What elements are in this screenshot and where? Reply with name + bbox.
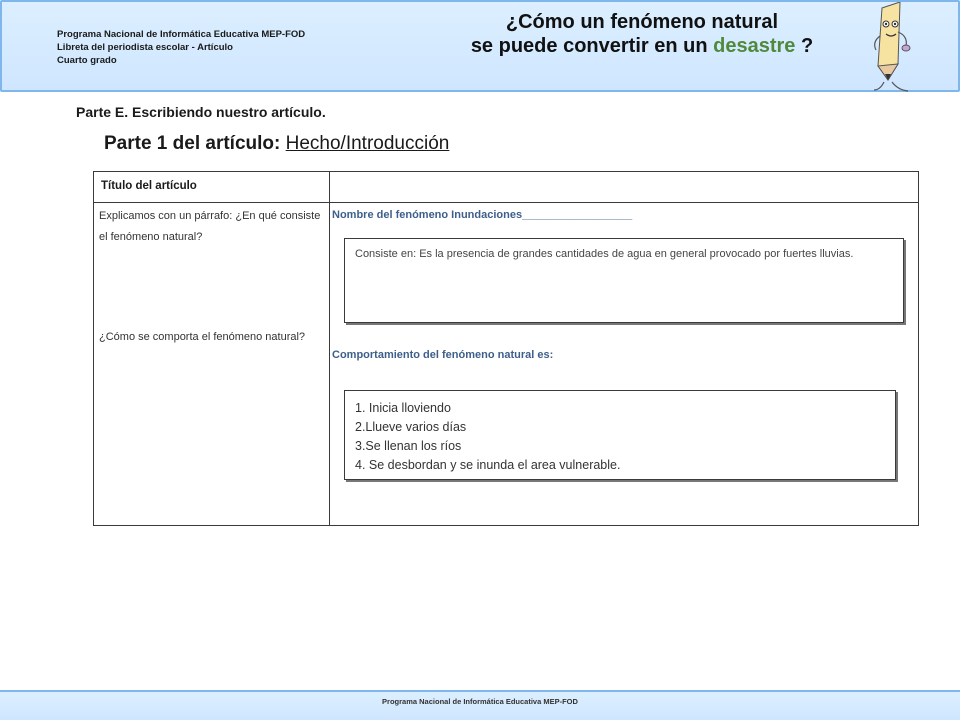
pencil-mascot-icon (864, 2, 944, 94)
list-item: 1. Inicia lloviendo (355, 401, 451, 415)
footer-text: Programa Nacional de Informática Educativa MEP-FOD (382, 697, 578, 706)
part-title-bold: Parte 1 del artículo: (104, 133, 281, 154)
definition-box (344, 238, 904, 323)
question-what-is: Explicamos con un párrafo: ¿En qué consiste el fenómeno natural? (99, 210, 321, 243)
behavior-label: Comportamiento del fenómeno natural es: (332, 349, 554, 361)
title-line-2-post: ? (795, 35, 814, 57)
behavior-list-box (344, 390, 896, 480)
table-row-title (94, 172, 918, 203)
list-item: 3.Se llenan los ríos (355, 439, 462, 453)
header-program-info (57, 28, 305, 67)
page-title (442, 10, 842, 58)
header-banner (0, 0, 960, 92)
part-title-underlined: Hecho/Introducción (285, 133, 450, 154)
footer-banner (0, 690, 960, 720)
list-item: 4. Se desbordan y se inunda el area vulnerable. (355, 458, 621, 472)
title-accent-word: desastre (713, 35, 796, 57)
title-line-1: ¿Cómo un fenómeno natural (505, 11, 779, 33)
question-behavior: ¿Cómo se comporta el fenómeno natural? (99, 331, 306, 343)
article-table (93, 171, 919, 526)
definition-text: Consiste en: Es la presencia de grandes cantidades de agua en general provocado por fuertes lluvias. (355, 248, 854, 260)
title-line-2 (442, 34, 842, 58)
grade-label: Cuarto grado (57, 55, 117, 66)
table-column-divider (329, 172, 330, 525)
article-title-label: Título del artículo (101, 180, 197, 192)
phenomenon-name: Nombre del fenómeno Inundaciones__________________ (332, 209, 633, 221)
section-heading: Parte E. Escribiendo nuestro artículo. (76, 104, 326, 120)
list-item: 2.Llueve varios días (355, 420, 467, 434)
notebook-name: Libreta del periodista escolar - Artículo (57, 42, 233, 53)
program-name: Programa Nacional de Informática Educativa MEP-FOD (57, 29, 306, 40)
title-line-2-pre: se puede convertir en un (470, 35, 714, 57)
part-title (104, 133, 449, 155)
